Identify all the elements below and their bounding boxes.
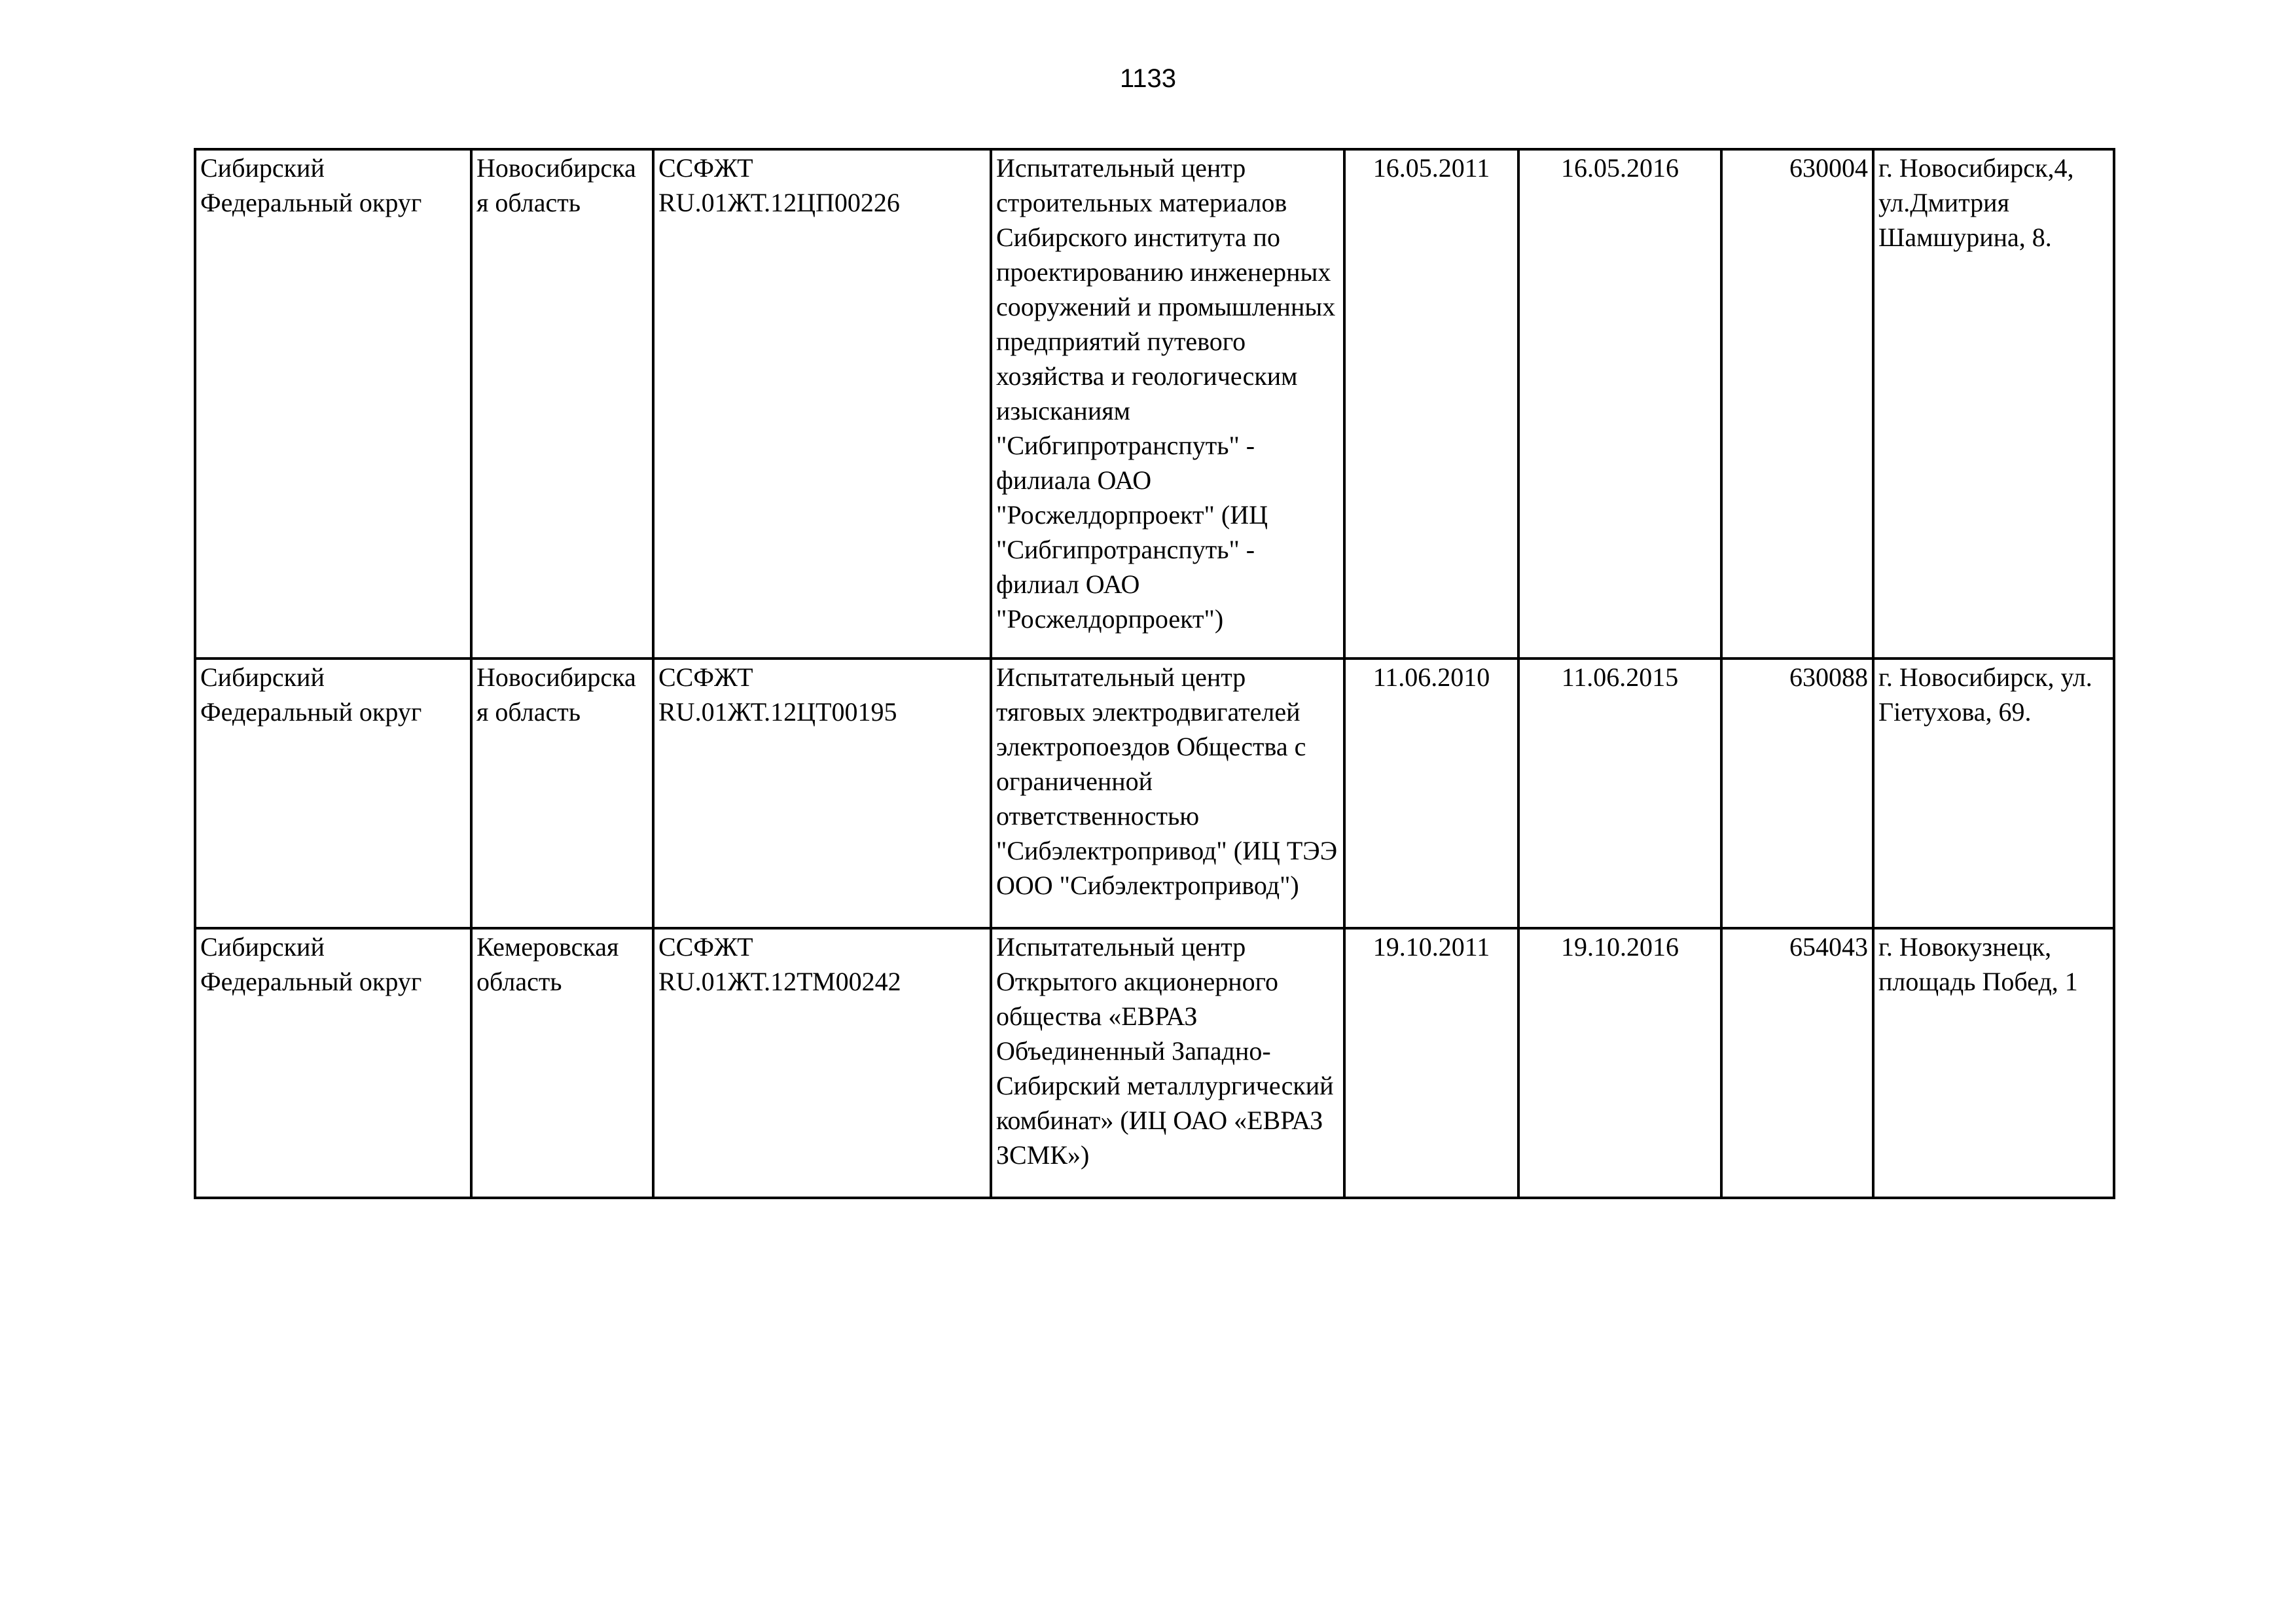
registry-table bbox=[194, 148, 2115, 1199]
table-row bbox=[195, 928, 2114, 1198]
date-expires-cell: 11.06.2015 bbox=[1518, 659, 1721, 928]
cert-number-cell: ССФЖТ RU.01ЖТ.12ЦТ00195 bbox=[653, 659, 991, 928]
date-issued-cell: 16.05.2011 bbox=[1344, 149, 1518, 659]
page-number: 1133 bbox=[1119, 64, 1176, 93]
district-cell: Сибирский Федеральный округ bbox=[195, 659, 471, 928]
date-issued-cell: 11.06.2010 bbox=[1344, 659, 1518, 928]
cert-number-cell: ССФЖТ RU.01ЖТ.12ТМ00242 bbox=[653, 928, 991, 1198]
postal-code-cell: 630088 bbox=[1721, 659, 1873, 928]
address-cell: г. Новокузнецк, площадь Побед, 1 bbox=[1873, 928, 2114, 1198]
cert-number-cell: ССФЖТ RU.01ЖТ.12ЦП00226 bbox=[653, 149, 991, 659]
table-row bbox=[195, 149, 2114, 659]
date-expires-cell: 16.05.2016 bbox=[1518, 149, 1721, 659]
postal-code-cell: 630004 bbox=[1721, 149, 1873, 659]
date-expires-cell: 19.10.2016 bbox=[1518, 928, 1721, 1198]
region-cell: Кемеровская область bbox=[471, 928, 653, 1198]
district-cell: Сибирский Федеральный округ bbox=[195, 928, 471, 1198]
postal-code-cell: 654043 bbox=[1721, 928, 1873, 1198]
address-cell: г. Новосибирск, ул. Гіетухова, 69. bbox=[1873, 659, 2114, 928]
organization-cell: Испытательный центр тяговых электродвигателей электропоездов Общества с ограниченной ответственностью "Сибэлектропривод" (ИЦ ТЭЭ ООО "Сибэлектропривод") bbox=[991, 659, 1344, 928]
date-issued-cell: 19.10.2011 bbox=[1344, 928, 1518, 1198]
region-cell: Новосибирская область bbox=[471, 659, 653, 928]
address-cell: г. Новосибирск,4, ул.Дмитрия Шамшурина, 8. bbox=[1873, 149, 2114, 659]
organization-cell: Испытательный центр строительных материалов Сибирского института по проектированию инженерных сооружений и промышленных предприятий путевого хозяйства и геологическим изысканиям "Сибгипротранспуть" - филиала ОАО "Росжелдорпроект" (ИЦ "Сибгипротранспуть" - филиал ОАО "Росжелдорпроект") bbox=[991, 149, 1344, 659]
table-row bbox=[195, 659, 2114, 928]
organization-cell: Испытательный центр Открытого акционерного общества «ЕВРАЗ Объединенный Западно-Сибирский металлургический комбинат» (ИЦ ОАО «ЕВРАЗ ЗСМК») bbox=[991, 928, 1344, 1198]
region-cell: Новосибирская область bbox=[471, 149, 653, 659]
district-cell: Сибирский Федеральный округ bbox=[195, 149, 471, 659]
